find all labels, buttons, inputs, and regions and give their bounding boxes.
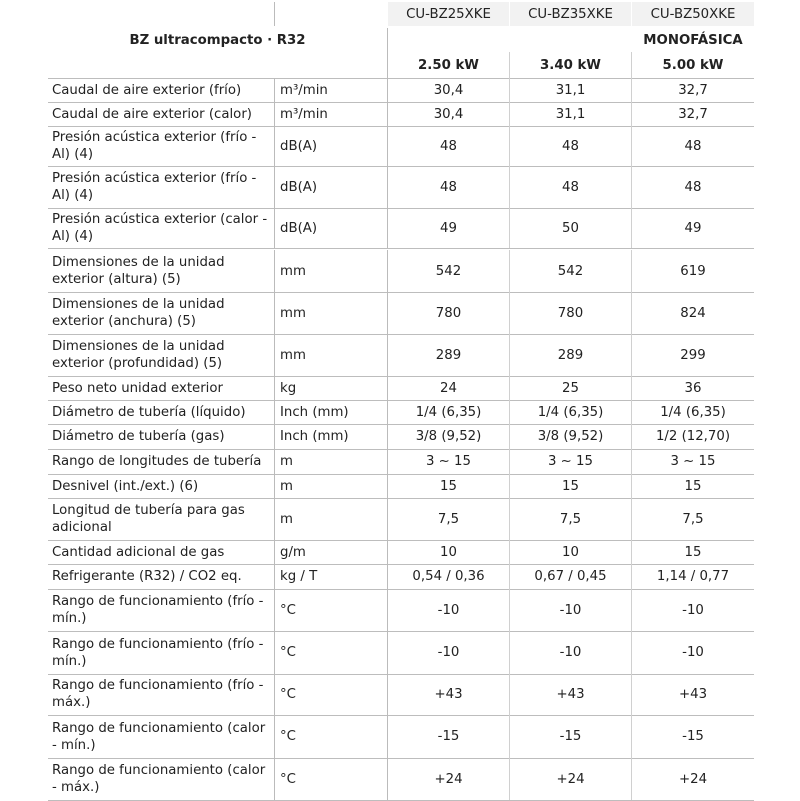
header-blank bbox=[48, 2, 275, 26]
unit-label: m bbox=[275, 449, 388, 474]
table-row bbox=[48, 673, 754, 716]
header-title-row bbox=[48, 28, 754, 52]
value-cell: 30,4 bbox=[388, 102, 510, 126]
value-cell: -10 bbox=[510, 589, 632, 631]
value-cell: 15 bbox=[684, 544, 702, 560]
value-cell: 780 bbox=[388, 292, 510, 334]
model-name: CU-BZ25XKE bbox=[388, 2, 510, 26]
value-cell: 7,5 bbox=[388, 498, 510, 540]
model-name: CU-BZ35XKE bbox=[510, 2, 632, 26]
value-cell: -15 bbox=[388, 715, 510, 758]
value-cell: 542 bbox=[388, 250, 510, 292]
value-cell: 31,1 bbox=[510, 102, 632, 126]
capacity-value: 2.50 kW bbox=[388, 52, 510, 78]
unit-label: g/m bbox=[275, 540, 388, 564]
value-cell: 49 bbox=[684, 220, 702, 236]
header-capacity-row bbox=[48, 52, 754, 79]
table-row bbox=[48, 334, 754, 377]
table-row bbox=[48, 449, 754, 475]
value-cell: +24 bbox=[388, 758, 510, 800]
capacity-value: 3.40 kW bbox=[510, 52, 632, 78]
value-cell: -10 bbox=[682, 602, 704, 618]
table-row bbox=[48, 376, 754, 401]
value-cell: 10 bbox=[510, 540, 632, 564]
parameter-label: Refrigerante (R32) / CO2 eq. bbox=[48, 564, 275, 589]
header-blank-unit bbox=[275, 52, 388, 78]
unit-label: Inch (mm) bbox=[275, 400, 388, 424]
value-cell: -15 bbox=[510, 715, 632, 758]
value-cell: -15 bbox=[682, 729, 704, 744]
value-cell: 48 bbox=[684, 138, 702, 154]
table-row bbox=[48, 126, 754, 167]
table-row bbox=[48, 631, 754, 675]
table-row bbox=[48, 424, 754, 450]
parameter-label: Rango de funcionamiento (frío - máx.) bbox=[48, 673, 275, 715]
value-cell: 15 bbox=[510, 474, 632, 498]
value-cell: 1/2 (12,70) bbox=[655, 429, 731, 444]
value-cell: 3 ~ 15 bbox=[510, 449, 632, 474]
value-cell: 30,4 bbox=[388, 78, 510, 102]
table-row bbox=[48, 498, 754, 541]
unit-label: Inch (mm) bbox=[275, 424, 388, 449]
parameter-label: Peso neto unidad exterior bbox=[48, 376, 275, 400]
table-row bbox=[48, 589, 754, 632]
value-cell: 1,14 / 0,77 bbox=[656, 569, 730, 584]
parameter-label: Rango de longitudes de tubería bbox=[48, 449, 275, 474]
value-cell: 25 bbox=[510, 376, 632, 400]
parameter-label: Caudal de aire exterior (calor) bbox=[48, 102, 275, 126]
header-models-row bbox=[48, 2, 754, 26]
value-cell: 289 bbox=[388, 334, 510, 376]
unit-label: °C bbox=[275, 589, 388, 631]
value-cell: 299 bbox=[680, 347, 706, 363]
unit-label: kg bbox=[275, 376, 388, 400]
unit-label: °C bbox=[275, 758, 388, 800]
value-cell: 3 ~ 15 bbox=[388, 449, 510, 474]
table-row bbox=[48, 715, 754, 759]
value-cell: 49 bbox=[388, 208, 510, 248]
unit-label: m³/min bbox=[275, 78, 388, 102]
value-cell: 48 bbox=[388, 126, 510, 166]
table-row bbox=[48, 564, 754, 590]
parameter-label: Cantidad adicional de gas bbox=[48, 540, 275, 564]
table-row bbox=[48, 166, 754, 209]
parameter-label: Rango de funcionamiento (calor - mín.) bbox=[48, 715, 275, 758]
value-cell: 0,67 / 0,45 bbox=[510, 564, 632, 589]
table-row bbox=[48, 102, 754, 127]
value-cell: 48 bbox=[388, 166, 510, 208]
value-cell: -10 bbox=[682, 645, 704, 660]
value-cell: 15 bbox=[684, 478, 702, 494]
parameter-label: Presión acústica exterior (frío - Al) (4) bbox=[48, 126, 275, 166]
unit-label: °C bbox=[275, 715, 388, 758]
parameter-label: Dimensiones de la unidad exterior (profundidad) (5) bbox=[48, 334, 275, 376]
table-row bbox=[48, 292, 754, 335]
value-cell: 780 bbox=[510, 292, 632, 334]
value-cell: 824 bbox=[680, 305, 706, 321]
value-cell: 48 bbox=[510, 126, 632, 166]
model-name: CU-BZ50XKE bbox=[632, 2, 754, 26]
value-cell: 1/4 (6,35) bbox=[660, 404, 726, 420]
value-cell: 32,7 bbox=[678, 106, 708, 122]
table-row bbox=[48, 400, 754, 425]
value-cell: 36 bbox=[684, 380, 702, 396]
value-cell: 289 bbox=[510, 334, 632, 376]
table-row bbox=[48, 250, 754, 293]
unit-label: mm bbox=[275, 250, 388, 292]
value-cell: 0,54 / 0,36 bbox=[388, 564, 510, 589]
value-cell: 3/8 (9,52) bbox=[510, 424, 632, 449]
parameter-label: Presión acústica exterior (calor - Al) (4) bbox=[48, 208, 275, 248]
parameter-label: Longitud de tubería para gas adicional bbox=[48, 498, 275, 540]
table-row bbox=[48, 758, 754, 801]
unit-label: m³/min bbox=[275, 102, 388, 126]
parameter-label: Diámetro de tubería (líquido) bbox=[48, 400, 275, 424]
value-cell: 1/4 (6,35) bbox=[388, 400, 510, 424]
value-cell: 542 bbox=[510, 250, 632, 292]
table-row bbox=[48, 474, 754, 499]
value-cell: 7,5 bbox=[510, 498, 632, 540]
value-cell: 1/4 (6,35) bbox=[510, 400, 632, 424]
value-cell: +43 bbox=[678, 686, 708, 702]
phase-label: MONOFÁSICA bbox=[643, 32, 743, 48]
series-title: BZ ultracompacto · R32 bbox=[48, 28, 388, 52]
unit-label: m bbox=[275, 498, 388, 540]
value-cell: 3 ~ 15 bbox=[670, 454, 716, 469]
value-cell: 3/8 (9,52) bbox=[388, 424, 510, 449]
value-cell: 7,5 bbox=[682, 511, 704, 527]
unit-label: °C bbox=[275, 631, 388, 674]
header-spacer bbox=[388, 28, 632, 52]
parameter-label: Presión acústica exterior (frío - Al) (4) bbox=[48, 166, 275, 208]
unit-label: m bbox=[275, 474, 388, 498]
capacity-value: 5.00 kW bbox=[662, 57, 724, 73]
parameter-label: Rango de funcionamiento (calor - máx.) bbox=[48, 758, 275, 800]
value-cell: +43 bbox=[388, 673, 510, 715]
value-cell: 48 bbox=[684, 179, 702, 195]
value-cell: +24 bbox=[510, 758, 632, 800]
value-cell: 32,7 bbox=[678, 82, 708, 98]
unit-label: mm bbox=[275, 334, 388, 376]
value-cell: -10 bbox=[388, 589, 510, 631]
unit-label: °C bbox=[275, 673, 388, 715]
value-cell: -10 bbox=[510, 631, 632, 674]
parameter-label: Caudal de aire exterior (frío) bbox=[48, 78, 275, 102]
value-cell: 619 bbox=[680, 263, 706, 279]
parameter-label: Dimensiones de la unidad exterior (anchura) (5) bbox=[48, 292, 275, 334]
value-cell: +24 bbox=[678, 771, 708, 787]
parameter-label: Dimensiones de la unidad exterior (altura) (5) bbox=[48, 250, 275, 292]
value-cell: 48 bbox=[510, 166, 632, 208]
unit-label: dB(A) bbox=[275, 126, 388, 166]
value-cell: 15 bbox=[388, 474, 510, 498]
parameter-label: Rango de funcionamiento (frío - mín.) bbox=[48, 589, 275, 631]
value-cell: -10 bbox=[388, 631, 510, 674]
parameter-label: Diámetro de tubería (gas) bbox=[48, 424, 275, 449]
header-blank-unit bbox=[275, 2, 388, 26]
value-cell: +43 bbox=[510, 673, 632, 715]
table-row bbox=[48, 208, 754, 249]
value-cell: 24 bbox=[388, 376, 510, 400]
value-cell: 50 bbox=[510, 208, 632, 248]
unit-label: dB(A) bbox=[275, 166, 388, 208]
table-row bbox=[48, 540, 754, 565]
parameter-label: Desnivel (int./ext.) (6) bbox=[48, 474, 275, 498]
unit-label: dB(A) bbox=[275, 208, 388, 248]
value-cell: 10 bbox=[388, 540, 510, 564]
parameter-label: Rango de funcionamiento (frío - mín.) bbox=[48, 631, 275, 674]
unit-label: mm bbox=[275, 292, 388, 334]
table-row bbox=[48, 78, 754, 103]
value-cell: 31,1 bbox=[510, 78, 632, 102]
unit-label: kg / T bbox=[275, 564, 388, 589]
header-blank bbox=[48, 52, 275, 78]
